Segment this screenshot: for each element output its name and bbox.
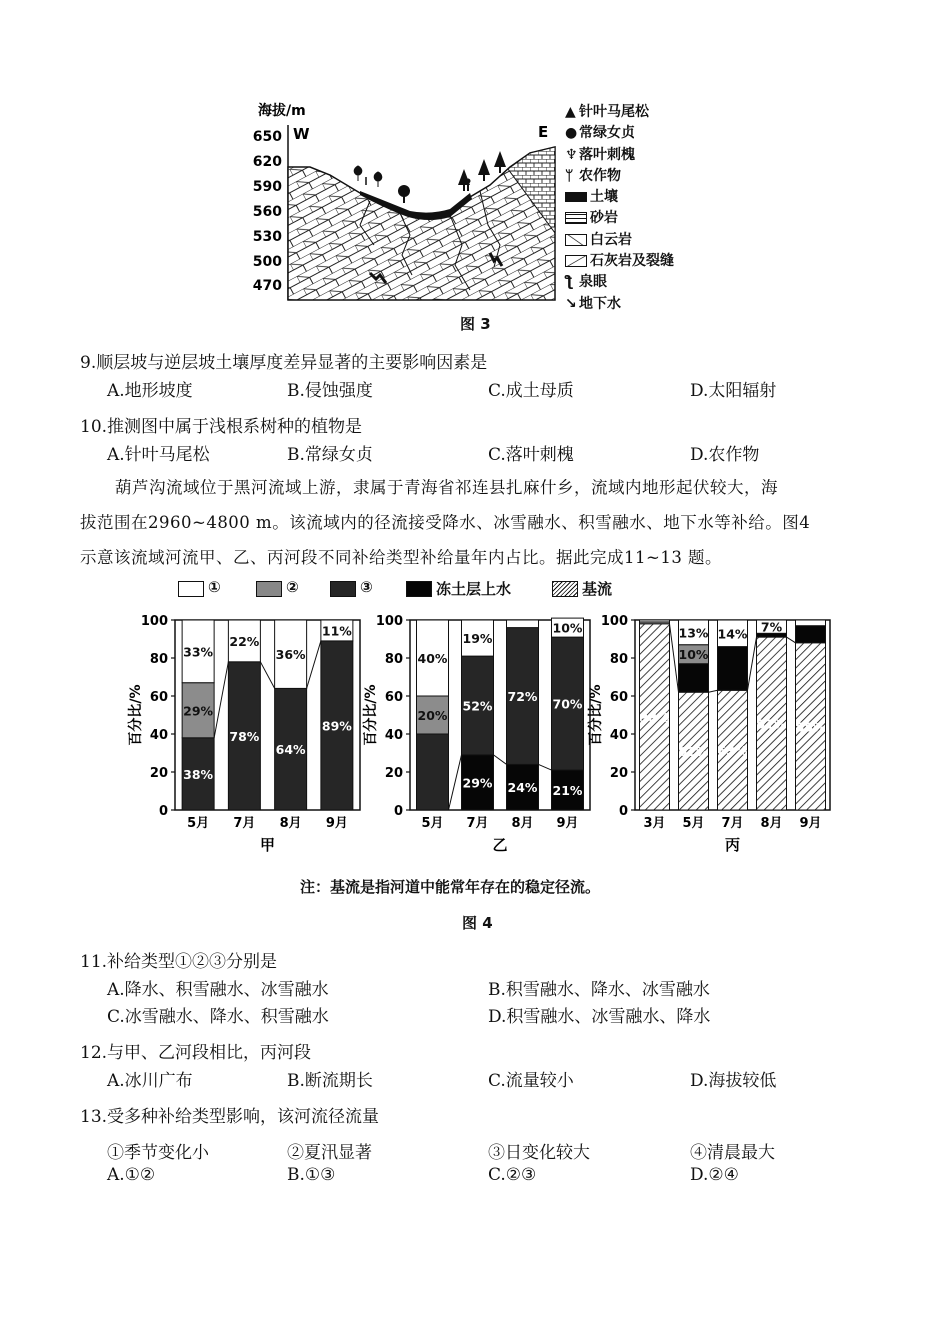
connector-line	[494, 755, 507, 765]
connector-line	[260, 662, 274, 689]
legend-label: 基流	[582, 580, 613, 598]
y-tick-label: 40	[609, 728, 628, 743]
y-tick-label: 80	[384, 652, 403, 667]
y-ticks	[253, 129, 282, 294]
limestone-swatch	[565, 255, 587, 267]
y-axis-label: 百分比/%	[588, 684, 604, 746]
question-11-option-b[interactable]: B.积雪融水、降水、冰雪融水	[488, 980, 710, 1000]
question-9-option-a[interactable]: A.地形坡度	[107, 381, 193, 401]
data-label: 22%	[229, 633, 260, 649]
legend-label: 常绿女贞	[579, 125, 635, 142]
data-label: 38%	[183, 766, 214, 782]
legend-label: ③	[360, 578, 373, 596]
passage-line: 拔范围在2960~4800 m。该流域内的径流接受降水、冰雪融水、积雪融水、地下水等补给。图4	[80, 513, 811, 532]
legend-label: 石灰岩及裂缝	[590, 253, 674, 270]
y-tick-label: 40	[384, 728, 403, 743]
legend-item	[565, 294, 705, 315]
y-tick: 470	[252, 278, 282, 294]
legend-item	[565, 208, 705, 229]
legend-swatch-frozen	[406, 581, 432, 597]
legend-label: 土壤	[590, 189, 618, 206]
data-label: 10%	[678, 647, 709, 663]
bar-segment	[796, 620, 826, 626]
legend-item	[565, 230, 705, 251]
question-10-option-b[interactable]: B.常绿女贞	[287, 445, 373, 465]
question-11-stem: 11.补给类型①②③分别是	[80, 952, 278, 972]
connector-line	[748, 637, 757, 690]
connector-line	[539, 764, 552, 770]
bar-segment	[718, 647, 748, 691]
question-10-option-c[interactable]: C.落叶刺槐	[488, 445, 574, 465]
figure-3-legend	[565, 102, 705, 315]
legend-item	[565, 123, 705, 144]
data-label: 24%	[507, 780, 538, 796]
x-tick-label: 8月	[279, 816, 302, 831]
x-tick-label: 8月	[511, 816, 534, 831]
data-label: 11%	[321, 623, 352, 639]
question-9-option-c[interactable]: C.成土母质	[488, 381, 574, 401]
question-13-item-4: ④清晨最大	[690, 1143, 775, 1163]
passage	[80, 470, 880, 575]
data-label: 33%	[183, 644, 214, 660]
legend-item	[565, 187, 705, 208]
legend-label: 白云岩	[590, 231, 632, 248]
question-11-option-d[interactable]: D.积雪融水、冰雪融水、降水	[488, 1007, 711, 1027]
x-tick-label: 9月	[556, 816, 579, 831]
question-13-item-2: ②夏汛显著	[287, 1143, 372, 1163]
data-label: 70%	[552, 696, 583, 712]
connector-line	[214, 662, 228, 738]
data-label: 21%	[552, 783, 583, 799]
y-axis-label: 百分比/%	[128, 684, 144, 746]
y-tick: 560	[252, 204, 282, 220]
legend-item	[565, 272, 705, 293]
evergreen-tree-icon: ●	[565, 125, 578, 142]
figure-4-charts	[120, 605, 840, 855]
passage-line: 示意该流域河流甲、乙、丙河段不同补给类型补给量年内占比。据此完成11~13 题。	[80, 548, 723, 567]
legend-label: 砂岩	[590, 210, 618, 227]
y-tick-label: 0	[158, 804, 168, 819]
question-9-option-d[interactable]: D.太阳辐射	[690, 381, 777, 401]
question-13-option-c[interactable]: C.②③	[488, 1165, 537, 1185]
data-label: 98%	[639, 709, 670, 725]
figure-4-caption: 图 4	[462, 914, 493, 932]
bar-segment	[640, 620, 670, 622]
legend-label: 农作物	[579, 167, 621, 184]
legend-swatch-2	[256, 581, 282, 597]
y-tick-label: 60	[384, 690, 403, 705]
figure-4-note: 注：基流是指河道中能常年存在的稳定径流。	[300, 878, 601, 896]
legend-item	[565, 145, 705, 166]
bar-segment	[507, 620, 539, 628]
y-tick: 620	[252, 154, 282, 170]
question-12-option-d[interactable]: D.海拔较低	[690, 1071, 777, 1091]
spring-icon: ƪ	[565, 274, 573, 291]
data-label: 72%	[507, 689, 538, 704]
y-tick-label: 20	[149, 766, 168, 781]
connector-line	[709, 690, 718, 692]
question-13-option-d[interactable]: D.②④	[690, 1165, 739, 1185]
dolomite-swatch	[565, 234, 587, 246]
soil-swatch	[565, 192, 587, 202]
bar-segment	[679, 664, 709, 693]
connector-line	[307, 641, 321, 689]
legend-label: 落叶刺槐	[579, 146, 635, 163]
question-12-option-a[interactable]: A.冰川广布	[107, 1071, 193, 1091]
data-label: 13%	[678, 625, 709, 641]
data-label: 29%	[462, 775, 493, 791]
data-label: 29%	[183, 703, 214, 719]
question-10-option-a[interactable]: A.针叶马尾松	[107, 445, 210, 465]
question-9-stem: 9.顺层坡与逆层坡土壤厚度差异显著的主要影响因素是	[80, 353, 488, 373]
y-tick: 500	[252, 254, 282, 270]
question-11-option-c[interactable]: C.冰雪融水、降水、积雪融水	[107, 1007, 329, 1027]
connector-line	[449, 755, 462, 810]
legend-label: ②	[286, 578, 299, 596]
y-tick-label: 100	[600, 614, 628, 629]
chart-title: 乙	[492, 836, 508, 854]
data-label: 91%	[756, 716, 787, 732]
legend-item	[565, 102, 705, 123]
x-tick-label: 8月	[760, 816, 783, 831]
figure-4-legend	[178, 578, 638, 600]
data-label: 19%	[462, 631, 493, 647]
data-label: 88%	[795, 719, 826, 735]
x-tick-label: 5月	[682, 816, 705, 831]
east-label: E	[538, 123, 549, 141]
sandstone-swatch	[565, 212, 587, 224]
question-12-stem: 12.与甲、乙河段相比，丙河段	[80, 1043, 312, 1063]
data-label: 62%	[678, 744, 709, 760]
question-13-item-1: ①季节变化小	[107, 1143, 209, 1163]
y-tick-label: 20	[609, 766, 628, 781]
x-tick-label: 9月	[325, 816, 348, 831]
y-axis-label: 百分比/%	[363, 684, 379, 746]
deciduous-tree-icon: ♆	[565, 146, 578, 163]
y-tick-label: 80	[149, 652, 168, 667]
y-tick-label: 100	[375, 614, 403, 629]
data-label: 7%	[760, 619, 783, 635]
question-12-option-b[interactable]: B.断流期长	[287, 1071, 373, 1091]
data-label: 78%	[229, 728, 260, 744]
y-tick-label: 0	[393, 804, 403, 819]
y-tick-label: 80	[609, 652, 628, 667]
data-label: 14%	[717, 626, 748, 642]
chart-title: 丙	[724, 836, 741, 854]
x-tick-label: 7月	[721, 816, 744, 831]
data-label: 63%	[717, 743, 748, 759]
question-11-option-a[interactable]: A.降水、积雪融水、冰雪融水	[107, 980, 329, 1000]
connector-line	[787, 637, 796, 643]
legend-label: 地下水	[579, 295, 621, 312]
y-tick: 530	[252, 229, 282, 245]
x-tick-label: 5月	[421, 816, 444, 831]
y-tick-label: 100	[140, 614, 168, 629]
data-label: 10%	[552, 620, 583, 636]
legend-label: 冻土层上水	[436, 580, 512, 598]
passage-line: 葫芦沟流域位于黑河流域上游，隶属于青海省祁连县扎麻什乡，流域内地形起伏较大，海	[115, 478, 778, 497]
question-13-option-a[interactable]: A.①②	[107, 1165, 156, 1185]
x-tick-label: 7月	[233, 816, 256, 831]
data-label: 89%	[321, 718, 352, 734]
y-tick: 590	[252, 179, 282, 195]
y-tick-label: 40	[149, 728, 168, 743]
question-10-stem: 10.推测图中属于浅根系树种的植物是	[80, 417, 363, 437]
legend-label: 泉眼	[579, 274, 607, 291]
question-13-item-3: ③日变化较大	[488, 1143, 590, 1163]
legend-item	[565, 251, 705, 272]
data-label: 36%	[275, 647, 306, 663]
y-axis-label: 海拔/m	[258, 103, 306, 119]
legend-item	[565, 166, 705, 187]
connector-line	[670, 624, 679, 692]
groundwater-icon: ↘	[565, 295, 577, 312]
chart-title: 甲	[259, 836, 276, 854]
y-tick-label: 60	[609, 690, 628, 705]
crop-icon: ᛘ	[565, 167, 574, 184]
legend-label: 针叶马尾松	[579, 104, 649, 120]
question-12-option-c[interactable]: C.流量较小	[488, 1071, 574, 1091]
question-10-option-d[interactable]: D.农作物	[690, 445, 760, 465]
legend-swatch-1	[178, 581, 204, 597]
data-label: 40%	[417, 651, 448, 666]
data-label: 64%	[275, 742, 306, 758]
y-tick: 650	[252, 129, 282, 145]
question-13-option-b[interactable]: B.①③	[287, 1165, 336, 1185]
bar-segment	[417, 734, 449, 810]
west-label: W	[293, 125, 310, 143]
x-tick-label: 7月	[466, 816, 489, 831]
y-tick-label: 20	[384, 766, 403, 781]
figure-3-caption: 图 3	[460, 315, 491, 333]
x-tick-label: 3月	[643, 816, 666, 831]
data-label: 52%	[462, 698, 493, 714]
bar-segment	[796, 626, 826, 643]
question-13-stem: 13.受多种补给类型影响，该河流径流量	[80, 1107, 380, 1127]
x-tick-label: 5月	[187, 816, 210, 831]
question-9-option-b[interactable]: B.侵蚀强度	[287, 381, 373, 401]
legend-label: ①	[208, 578, 221, 596]
conifer-tree-icon: ▲	[565, 104, 576, 120]
x-tick-label: 9月	[799, 816, 822, 831]
legend-swatch-3	[330, 581, 356, 597]
legend-swatch-baseflow	[552, 581, 578, 597]
data-label: 20%	[417, 708, 448, 723]
y-tick-label: 60	[149, 690, 168, 705]
y-tick-label: 0	[618, 804, 628, 819]
